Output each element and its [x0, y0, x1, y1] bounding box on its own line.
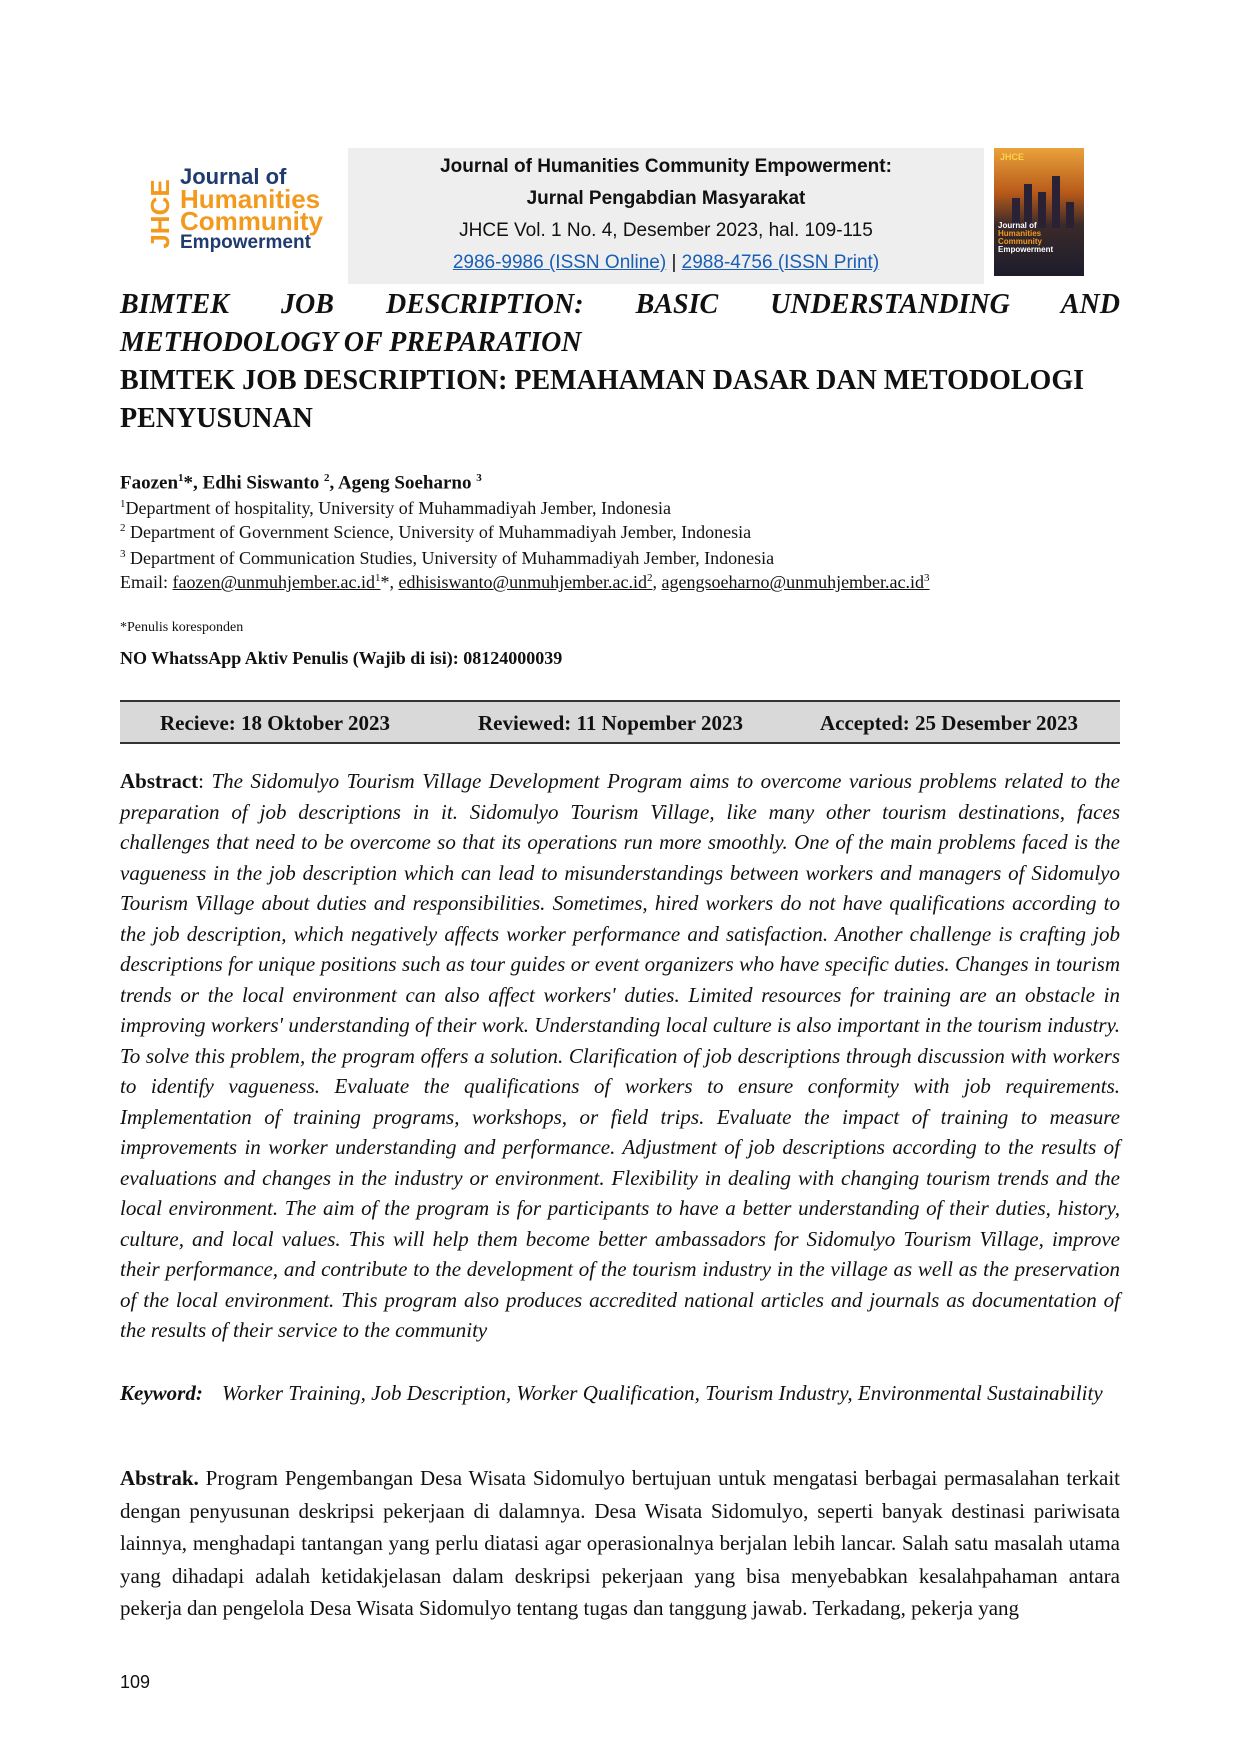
affiliation-3-sup: 3	[120, 548, 126, 560]
title-english	[120, 286, 1120, 362]
logo-line-4: Empowerment	[180, 232, 311, 253]
abstract-text: The Sidomulyo Tourism Village Development Program aims to overcome various problems related to the preparation of job descriptions in it. Sidomulyo Tourism Village, like many other tourism destinations, faces challenges that need to be overcome so that its operations run more smoothly. One of the main problems faced is the vagueness in the job description which can lead to misunderstandings between workers and managers of Sidomulyo Tourism Village about duties and responsibilities. Sometimes, hired workers do not have qualifications according to the job description, which negatively affects worker performance and satisfaction. Another challenge is crafting job descriptions for unique positions such as tour guides or event organizers who have specific duties. Changes in tourism trends or the local environment can also affect workers' duties. Limited resources for training are an obstacle in improving workers' understanding of their work. Understanding local culture is also important in the tourism industry. To solve this problem, the program offers a solution. Clarification of job descriptions through discussion with workers to identify vagueness. Evaluate the qualifications of workers to ensure conformity with job requirements. Implementation of training programs, workshops, or field trips. Evaluate the impact of training to measure improvements in worker understanding and performance. Adjustment of job descriptions according to the results of evaluations and changes in the industry or environment. Flexibility in dealing with changing tourism trends and the local environment. The aim of the program is for participants to have a better understanding of their duties, history, culture, and local values. This will help them become better ambassadors for Sidomulyo Tourism Village, improve their performance, and contribute to the development of the tourism industry in the village as well as the preservation of the local environment. This program also produces accredited national articles and journals as documentation of the results of their service to the community	[120, 769, 1120, 1342]
author-1-mark: *,	[183, 472, 203, 494]
email-3-link[interactable]	[662, 572, 930, 592]
affiliation-3	[120, 548, 774, 569]
affiliation-2-sup: 2	[120, 522, 126, 534]
affiliation-2-text: Department of Government Science, University of Muhammadiyah Jember, Indonesia	[125, 522, 752, 542]
author-3-sup: 3	[476, 472, 482, 484]
abstract-colon: :	[198, 769, 212, 793]
submission-dates-bar	[120, 700, 1120, 744]
affiliation-1-sup: 1	[120, 498, 126, 510]
journal-volume: JHCE Vol. 1 No. 4, Desember 2023, hal. 109-115	[459, 220, 873, 241]
date-reviewed: Reviewed: 11 Nopember 2023	[478, 711, 743, 735]
abstract-indonesian	[120, 1462, 1120, 1625]
cover-line-2: Humanities	[998, 229, 1042, 238]
email-label: Email:	[120, 572, 173, 592]
logo-line-3: Community	[180, 206, 323, 236]
abstrak-text: Program Pengembangan Desa Wisata Sidomulyo bertujuan untuk mengatasi berbagai permasalahan terkait dengan penyusunan deskripsi pekerjaan di dalamnya. Desa Wisata Sidomulyo, seperti banyak destinasi pariwisata lainnya, menghadapi tantangan yang perlu diatasi agar operasionalnya berjalan lebih lancar. Salah satu masalah utama yang dihadapi adalah ketidakjelasan dalam deskripsi pekerjaan yang bisa menyebabkan kesalahpahaman antara pekerja dan pengelola Desa Wisata Sidomulyo tentang tugas dan tanggung jawab. Terkadang, pekerja yang	[120, 1466, 1120, 1620]
title-english-line-1: BIMTEK JOB DESCRIPTION: BASIC UNDERSTANDING AND	[120, 289, 1120, 320]
keyword-label: Keyword:	[120, 1381, 203, 1405]
journal-logo	[144, 164, 344, 262]
cover-line-1: Journal of	[998, 221, 1037, 230]
date-received: Recieve: 18 Oktober 2023	[160, 711, 390, 735]
journal-header-box	[348, 148, 984, 284]
affiliation-3-text: Department of Communication Studies, University of Muhammadiyah Jember, Indonesia	[125, 548, 775, 568]
email-1-sup: 1	[375, 572, 381, 584]
issn-line	[348, 252, 984, 274]
email-line	[120, 572, 930, 593]
email-2-text: edhisiswanto@unmuhjember.ac.id	[398, 572, 648, 592]
cover-building	[1052, 176, 1060, 228]
abstrak-label: Abstrak.	[120, 1466, 199, 1490]
title-english-line-2: METHODOLOGY OF PREPARATION	[120, 327, 582, 358]
email-2-sup: 2	[647, 572, 653, 584]
date-accepted: Accepted: 25 Desember 2023	[820, 711, 1078, 735]
affiliation-1-text: Department of hospitality, University of Muhammadiyah Jember, Indonesia	[125, 498, 671, 518]
author-2: Edhi Siswanto	[202, 472, 324, 494]
email-3-sup: 3	[924, 572, 930, 584]
issn-print-link[interactable]: 2988-4756 (ISSN Print)	[681, 252, 880, 273]
page-number: 109	[120, 1672, 151, 1692]
cover-tag: JHCE	[1000, 152, 1025, 162]
abstract-label: Abstract	[120, 769, 199, 793]
author-list	[120, 472, 482, 494]
author-3: , Ageng Soeharno	[329, 472, 477, 494]
keyword-text: Worker Training, Job Description, Worker Qualification, Tourism Industry, Environmental Sustainability	[222, 1381, 1103, 1405]
affiliation-2	[120, 522, 751, 543]
author-1: Faozen	[120, 472, 179, 494]
cover-line-4: Empowerment	[998, 245, 1054, 254]
email-2-link[interactable]	[399, 572, 653, 592]
email-3-text: agengsoeharno@unmuhjember.ac.id	[661, 572, 925, 592]
journal-title: Journal of Humanities Community Empowerment:	[440, 156, 892, 177]
title-indonesian: BIMTEK JOB DESCRIPTION: PEMAHAMAN DASAR DAN METODOLOGI PENYUSUNAN	[120, 365, 1084, 434]
email-1-link[interactable]	[173, 572, 381, 592]
email-1-mark: *,	[380, 572, 399, 592]
affiliation-1	[120, 498, 671, 519]
cover-line-3: Community	[998, 237, 1042, 246]
email-2-separator: ,	[652, 572, 662, 592]
email-1-text: faozen@unmuhjember.ac.id	[172, 572, 375, 592]
journal-cover-image	[994, 148, 1084, 276]
logo-text	[180, 166, 323, 254]
corresponding-note: *Penulis koresponden	[120, 620, 244, 635]
author-2-sup: 2	[324, 472, 330, 484]
jhce-vertical-mark	[144, 170, 176, 258]
whatsapp-line: NO WhatssApp Aktiv Penulis (Wajib di isi): 08124000039	[120, 648, 563, 668]
issn-online-link[interactable]: 2986-9986 (ISSN Online)	[452, 252, 667, 273]
logo-line-1: Journal of	[180, 164, 287, 189]
svg-text:JHCE: JHCE	[144, 179, 175, 249]
journal-subtitle: Jurnal Pengabdian Masyarakat	[526, 188, 806, 209]
issn-separator: |	[671, 252, 677, 273]
author-1-sup: 1	[178, 472, 184, 484]
cover-title	[998, 222, 1080, 254]
logo-line-2: Humanities	[180, 184, 321, 214]
abstract-english	[120, 766, 1120, 1346]
